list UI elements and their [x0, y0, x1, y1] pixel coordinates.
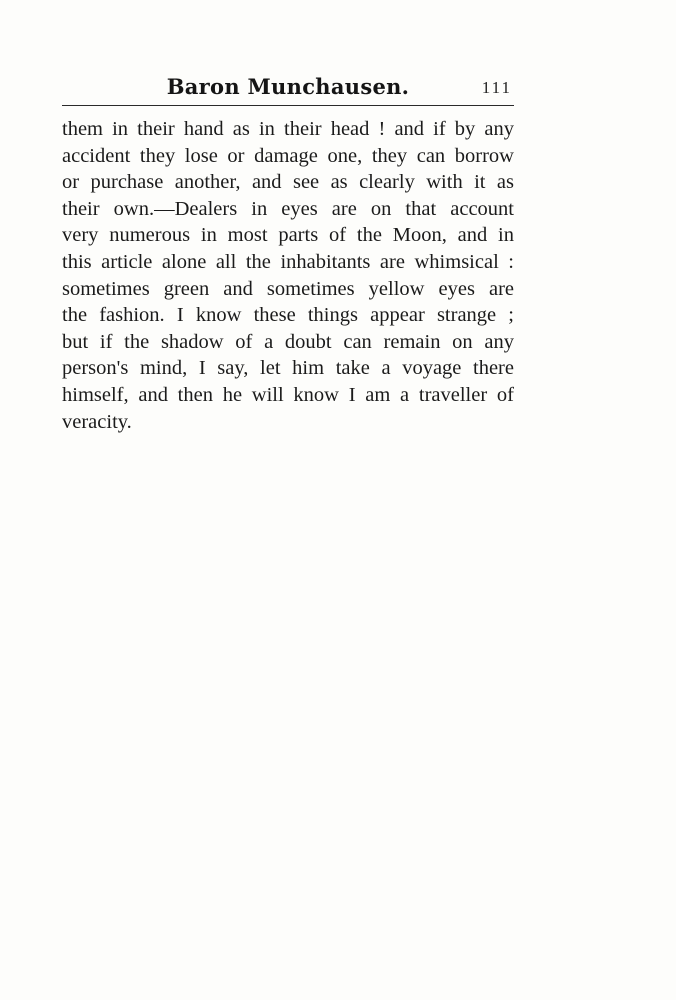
- text-line: them in their hand as in their head ! and if by any: [62, 118, 514, 140]
- text-line: veracity.: [62, 410, 132, 433]
- text-line: their own.—Dealers in eyes are on that account: [62, 197, 514, 220]
- text-line: person's mind, I say, let him take a voyage there: [62, 357, 514, 380]
- text-line: himself, and then he will know I am a traveller of: [62, 383, 514, 406]
- text-line: this article alone all the inhabitants are whimsical :: [62, 250, 514, 273]
- body-text: [62, 116, 514, 435]
- text-line: accident they lose or damage one, they can borrow: [62, 144, 514, 167]
- text-line: but if the shadow of a doubt can remain on any: [62, 330, 514, 353]
- header-rule: [62, 105, 514, 106]
- running-title: Baron Munchausen.: [166, 74, 410, 99]
- page-number: 111: [481, 78, 512, 97]
- text-line: or purchase another, and see as clearly with it as: [62, 171, 514, 194]
- text-line: sometimes green and sometimes yellow eyes are: [62, 277, 514, 300]
- text-line: the fashion. I know these things appear strange ;: [62, 304, 514, 327]
- running-head: [62, 70, 514, 106]
- text-line: very numerous in most parts of the Moon, and in: [62, 224, 514, 247]
